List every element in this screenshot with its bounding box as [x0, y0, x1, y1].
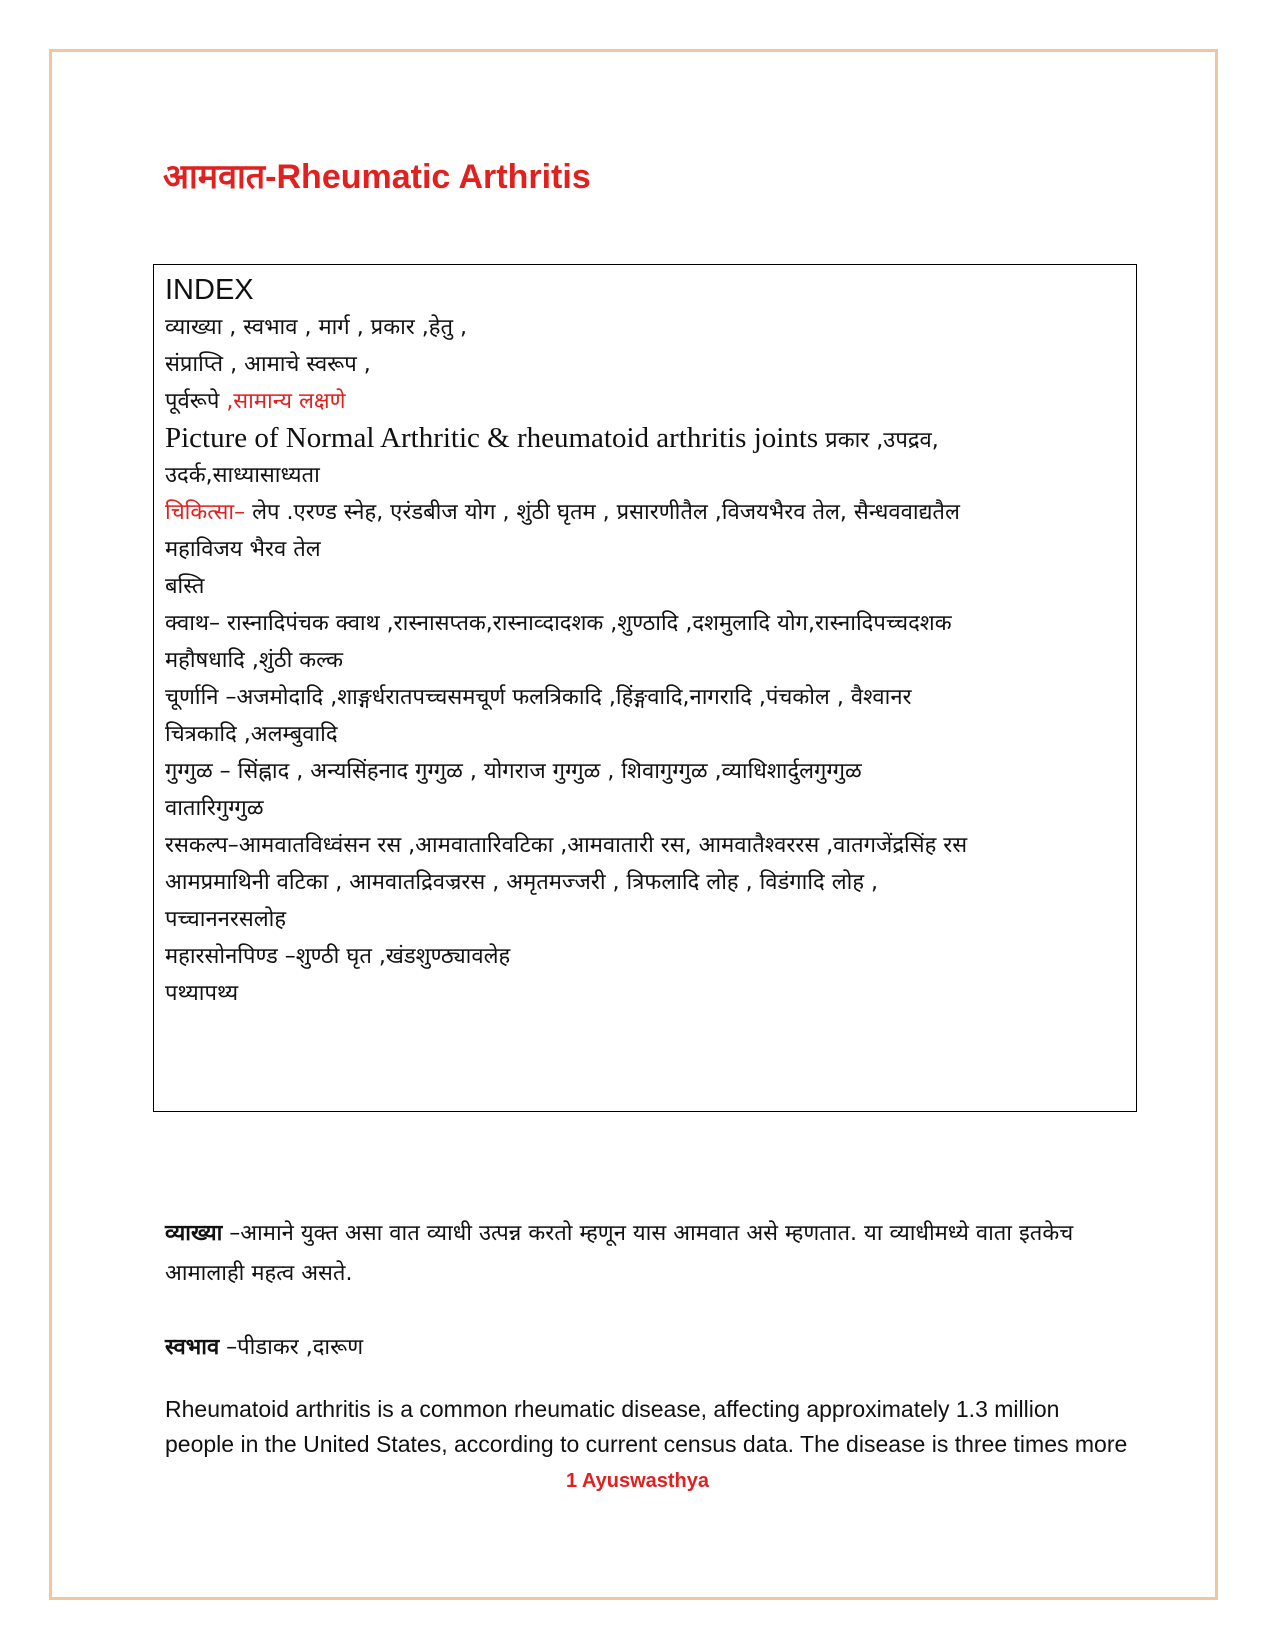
index-line-7: महाविजय भैरव तेल [165, 537, 321, 562]
index-line-4 [165, 420, 1126, 457]
index-box [153, 264, 1137, 1112]
vyakhya-section [165, 1214, 1115, 1294]
index-line-11: चूर्णानि –अजमोदादि ,शाङ्गर्धरातपच्चसमचूर्ण फलत्रिकादि ,हिंङ्गवादि,नागरादि ,पंचकोल , वैश्वानर [165, 685, 912, 710]
index-line-15: रसकल्प–आमवातविध्वंसन रस ,आमवातारिवटिका ,आमवातारी रस, आमवातैश्वररस ,वातगजेंद्रसिंह रस [165, 833, 968, 858]
paragraph-line-1: Rheumatoid arthritis is a common rheumatic disease, affecting approximately 1.3 million [165, 1396, 1060, 1422]
index-line-2: संप्राप्ति , आमाचे स्वरूप , [165, 352, 371, 377]
document-title: आमवात-Rheumatic Arthritis [163, 158, 591, 196]
index-line-3 [165, 383, 1126, 420]
index-picture-joints: Picture of Normal Arthritic & rheumatoid arthritis joints [165, 422, 819, 454]
index-prakar-upadrav: प्रकार ,उपद्रव, [818, 428, 939, 453]
index-line-6 [165, 494, 1126, 531]
index-purvarupe: पूर्वरूपे [165, 389, 227, 414]
index-line-1: व्याख्या , स्वभाव , मार्ग , प्रकार ,हेतु , [165, 315, 467, 340]
english-paragraph [165, 1392, 1128, 1462]
index-line-12: चित्रकादि ,अलम्बुवादि [165, 722, 338, 747]
svabhav-text: –पीडाकर ,दारूण [219, 1335, 364, 1360]
index-line-16: आमप्रमाथिनी वटिका , आमवातद्रिवज्ररस , अमृतमज्जरी , त्रिफलादि लोह , विडंगादि लोह , [165, 870, 879, 895]
index-chikitsa-items: लेप .एरण्ड स्नेह, एरंडबीज योग , शुंठी घृतम , प्रसारणीतैल ,विजयभैरव तेल, सैन्धववाद्यतैल [252, 500, 960, 525]
index-line-17: पच्चाननरसलोह [165, 907, 287, 932]
index-samanya-lakshane: ,सामान्य लक्षणे [226, 389, 346, 414]
index-heading: INDEX [165, 274, 254, 306]
index-line-18: महारसोनपिण्ड –शुण्ठी घृत ,खंडशुण्ठ्यावलेह [165, 944, 511, 969]
vyakhya-text: –आमाने युक्त असा वात व्याधी उत्पन्न करतो म्हणून यास आमवात असे म्हणतात. या व्याधीमध्ये वाता इतकेच आमालाही महत्व असते. [165, 1221, 1074, 1286]
paragraph-line-2: people in the United States, according to current census data. The disease is three times more [165, 1431, 1128, 1457]
index-line-14: वातारिगुग्गुळ [165, 796, 264, 821]
index-line-9: क्वाथ– रास्नादिपंचक क्वाथ ,रास्नासप्तक,रास्नाव्दादशक ,शुण्ठादि ,दशमुलादि योग,रास्नादिपच्चदशक [165, 611, 952, 636]
index-line-10: महौषधादि ,शुंठी कल्क [165, 648, 343, 673]
index-line-13: गुग्गुळ – सिंह्नाद , अन्यसिंहनाद गुग्गुळ , योगराज गुग्गुळ , शिवागुग्गुळ ,व्याधिशार्दुलगुग्गुळ [165, 759, 862, 784]
index-line-8: बस्ति [165, 574, 205, 599]
index-chikitsa-label: चिकित्सा– [165, 500, 253, 525]
svabhav-label: स्वभाव [165, 1335, 220, 1360]
vyakhya-label: व्याख्या [165, 1221, 223, 1246]
index-line-19: पथ्यापथ्य [165, 981, 239, 1006]
index-line-5: उदर्क,साध्यासाध्यता [165, 463, 320, 488]
svabhav-section [165, 1328, 363, 1368]
page-footer: 1 Ayuswasthya [565, 1470, 710, 1492]
